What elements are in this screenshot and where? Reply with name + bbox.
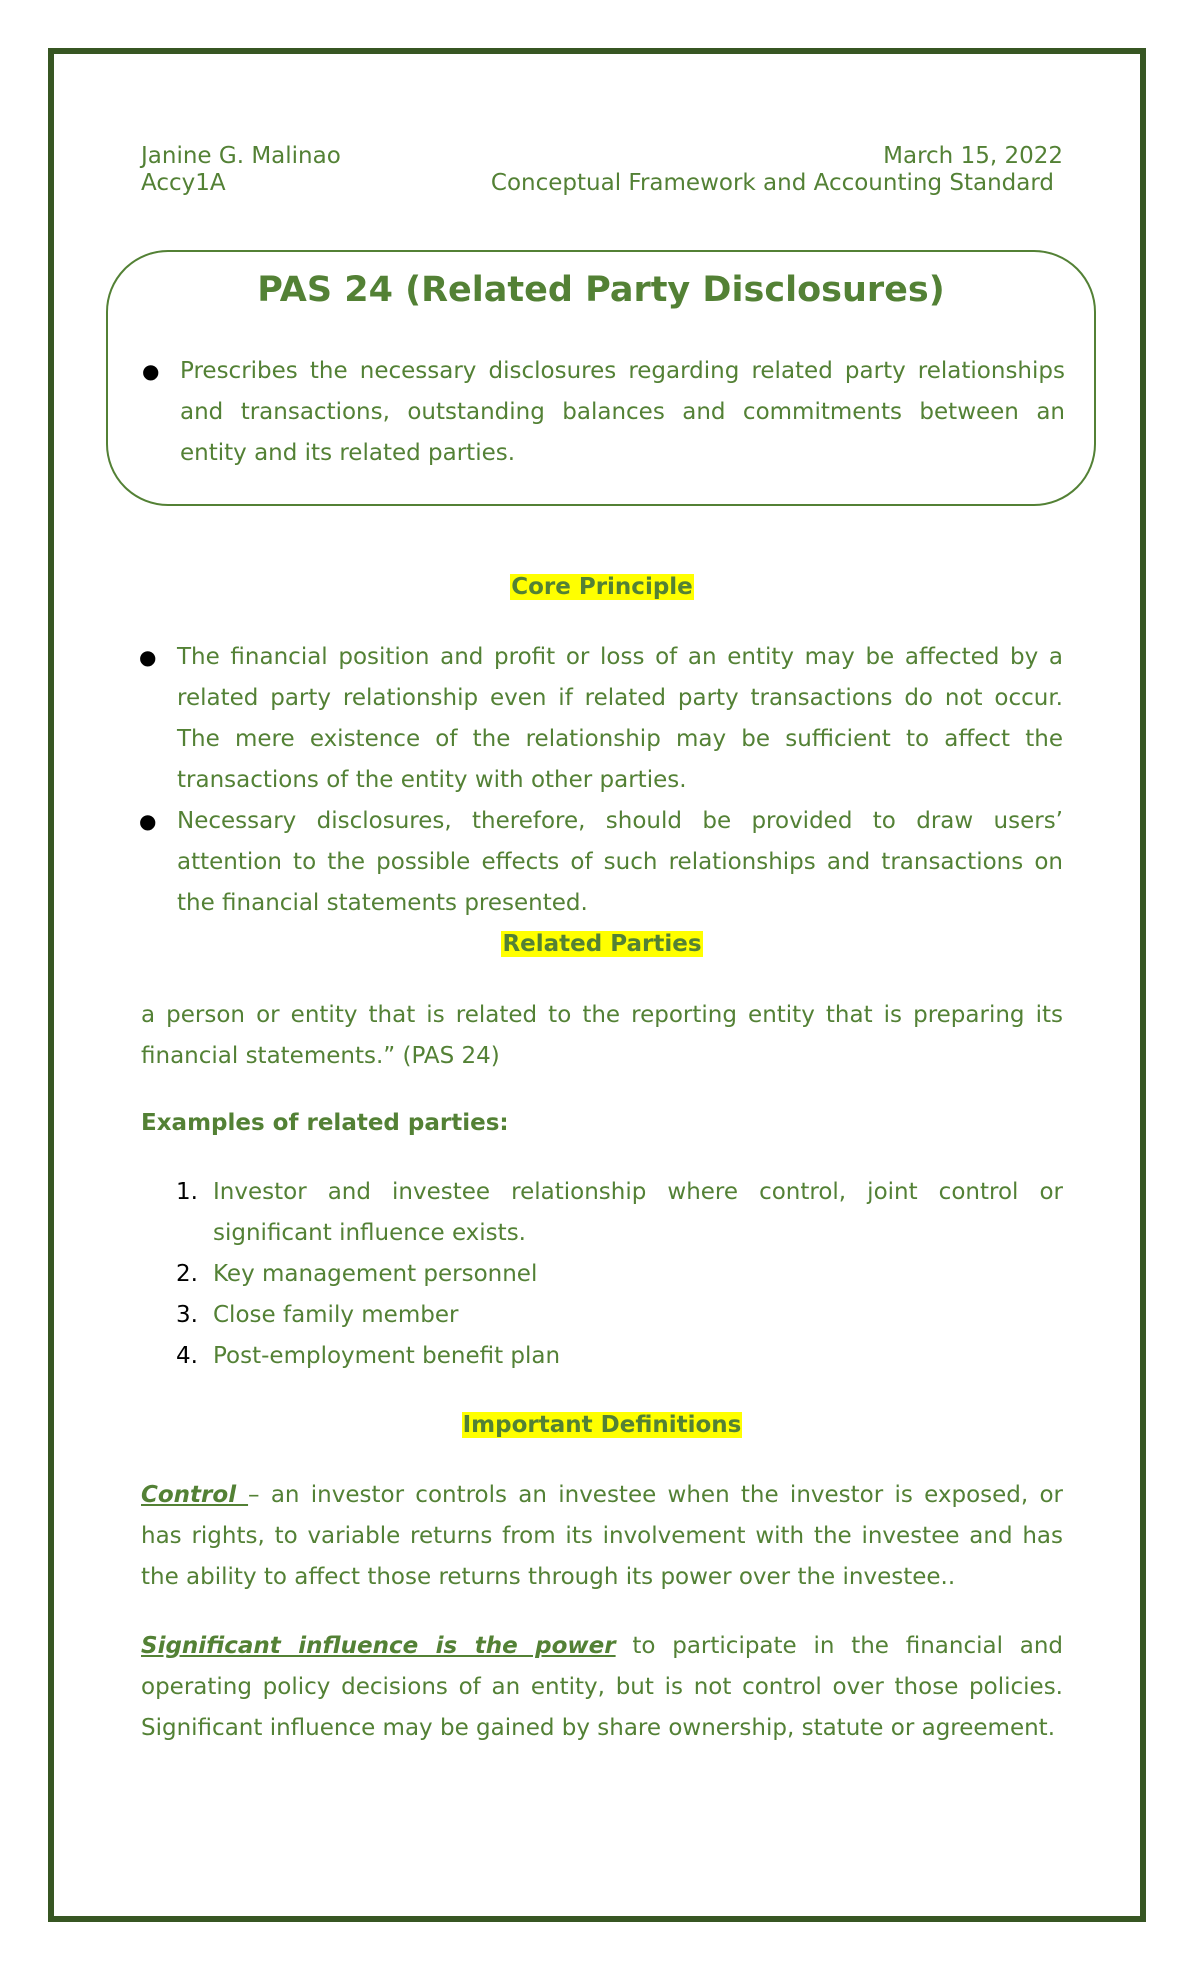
page-title: PAS 24 (Related Party Disclosures)	[257, 270, 945, 310]
core-bullet-text: The financial position and profit or loss of an entity may be affected by a related party relationship even if related party transactions do not occur. The mere existence of the relationship may be sufficient to affect the transactions of the entity with other parties.	[177, 644, 1063, 793]
list-number: 1.	[176, 1179, 198, 1205]
example-text: Investor and investee relationship where control, joint control or significant influence exists.	[213, 1179, 1063, 1246]
example-text: Key management personnel	[213, 1261, 538, 1287]
core-principle-heading: Core Principle	[511, 574, 693, 600]
control-text: – an investor controls an investee when the investor is exposed, or has rights, to variable returns from its involvement with the investee and has the ability to affect those returns through its power over the investee..	[141, 1482, 1063, 1590]
list-number: 4.	[176, 1343, 198, 1369]
title-bullet-item	[142, 351, 1065, 474]
bullet-icon: ●	[139, 645, 157, 669]
significant-influence-term: Significant influence is the power	[141, 1633, 616, 1659]
core-principle-list	[139, 637, 1063, 924]
class-section: Accy1A	[141, 170, 226, 196]
significant-influence-definition	[141, 1626, 1063, 1749]
list-item	[176, 1295, 1063, 1336]
header-line-1	[141, 141, 1063, 171]
title-bullet-text: Prescribes the necessary disclosures regarding related party relationships and transactions, outstanding balances and commitments between an entity and its related parties.	[180, 358, 1065, 466]
example-text: Post-employment benefit plan	[213, 1343, 561, 1369]
related-parties-heading: Related Parties	[502, 931, 702, 957]
title-box	[106, 250, 1096, 506]
header-line-2	[141, 168, 1063, 198]
example-text: Close family member	[213, 1302, 459, 1328]
list-number: 3.	[176, 1302, 198, 1328]
significant-influence-text: to participate in the financial and operating policy decisions of an entity, but is not control over those policies. Significant influence may be gained by share ownership, statute or agreement.	[141, 1633, 1064, 1741]
control-definition	[141, 1475, 1063, 1598]
author-name: Janine G. Malinao	[141, 143, 341, 169]
document-content	[141, 0, 1063, 1976]
document-date: March 15, 2022	[883, 143, 1063, 169]
bullet-icon: ●	[142, 359, 160, 383]
list-item	[139, 637, 1063, 801]
course-name: Conceptual Framework and Accounting Standard	[490, 170, 1054, 196]
list-item	[176, 1172, 1063, 1254]
list-number: 2.	[176, 1261, 198, 1287]
examples-list	[176, 1172, 1063, 1377]
examples-heading: Examples of related parties:	[141, 1110, 509, 1136]
related-parties-definition: a person or entity that is related to the reporting entity that is preparing its financial statements.” (PAS 24)	[141, 1002, 1063, 1069]
list-item	[176, 1336, 1063, 1377]
core-bullet-text: Necessary disclosures, therefore, should be provided to draw users’ attention to the possible effects of such relationships and transactions on the financial statements presented.	[177, 808, 1063, 916]
list-item	[139, 801, 1063, 924]
list-item	[176, 1254, 1063, 1295]
important-definitions-heading: Important Definitions	[462, 1412, 742, 1438]
bullet-icon: ●	[139, 809, 157, 833]
control-term: Control	[141, 1482, 249, 1508]
